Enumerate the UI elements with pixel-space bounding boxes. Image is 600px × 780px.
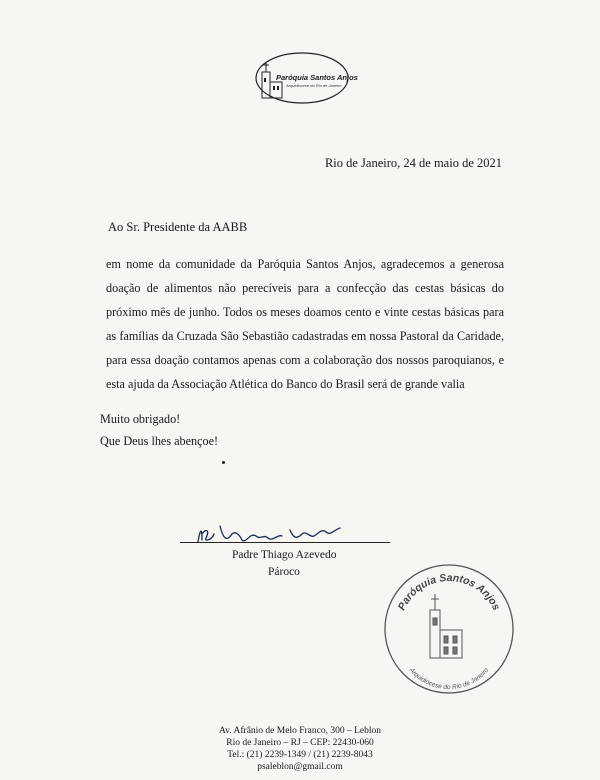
footer-address: Av. Afrânio de Melo Franco, 300 – Leblon bbox=[219, 726, 381, 736]
signer-role: Pároco bbox=[268, 566, 300, 578]
svg-text:Arquidiocese do Rio de Janeiro bbox=[407, 666, 490, 691]
stamp-text-top: Paróquia Santos Anjos bbox=[395, 571, 503, 613]
footer-email: psaleblon@gmail.com bbox=[257, 762, 343, 772]
letter-footer bbox=[200, 725, 400, 773]
handwritten-signature bbox=[190, 512, 350, 552]
letter-date: Rio de Janeiro, 24 de maio de 2021 bbox=[324, 156, 502, 170]
logo-subtitle: Arquidiocese do Rio de Janeiro bbox=[286, 83, 342, 88]
parish-stamp bbox=[380, 560, 518, 698]
signer-name: Padre Thiago Azevedo bbox=[232, 549, 337, 561]
stamp-text-bottom: Arquidiocese do Rio de Janeiro bbox=[407, 666, 491, 692]
logo-name: Paróquia Santos Anjos bbox=[276, 73, 358, 82]
ink-dot bbox=[222, 461, 225, 464]
footer-city: Rio de Janeiro – RJ – CEP: 22430-060 bbox=[226, 738, 374, 748]
letter-body: em nome da comunidade da Paróquia Santos Anjos, agradecemos a generosa doação de alimentos não perecíveis para a confecção das cestas básicas do próximo mês de junho. Todos os meses doamos cento e vinte cestas básicas para as famílias da Cruzada São Sebastião cadastradas em nossa Pastoral da Caridade, para essa doação contamos apenas com a colaboração dos nossos paroquianos, e esta ajuda da Associação Atlética do Banco do Brasil será de grande valia bbox=[106, 257, 504, 391]
closing-blessing: Que Deus lhes abençoe! bbox=[100, 434, 219, 448]
signature-line bbox=[180, 542, 390, 543]
letter-addressee: Ao Sr. Presidente da AABB bbox=[108, 220, 248, 234]
church-icon bbox=[430, 594, 462, 658]
footer-phone: Tel.: (21) 2239-1349 / (21) 2239-8043 bbox=[227, 750, 373, 760]
svg-text:Paróquia Santos Anjos bbox=[396, 572, 503, 612]
letter-closing bbox=[100, 408, 218, 452]
closing-thanks: Muito obrigado! bbox=[100, 412, 181, 426]
